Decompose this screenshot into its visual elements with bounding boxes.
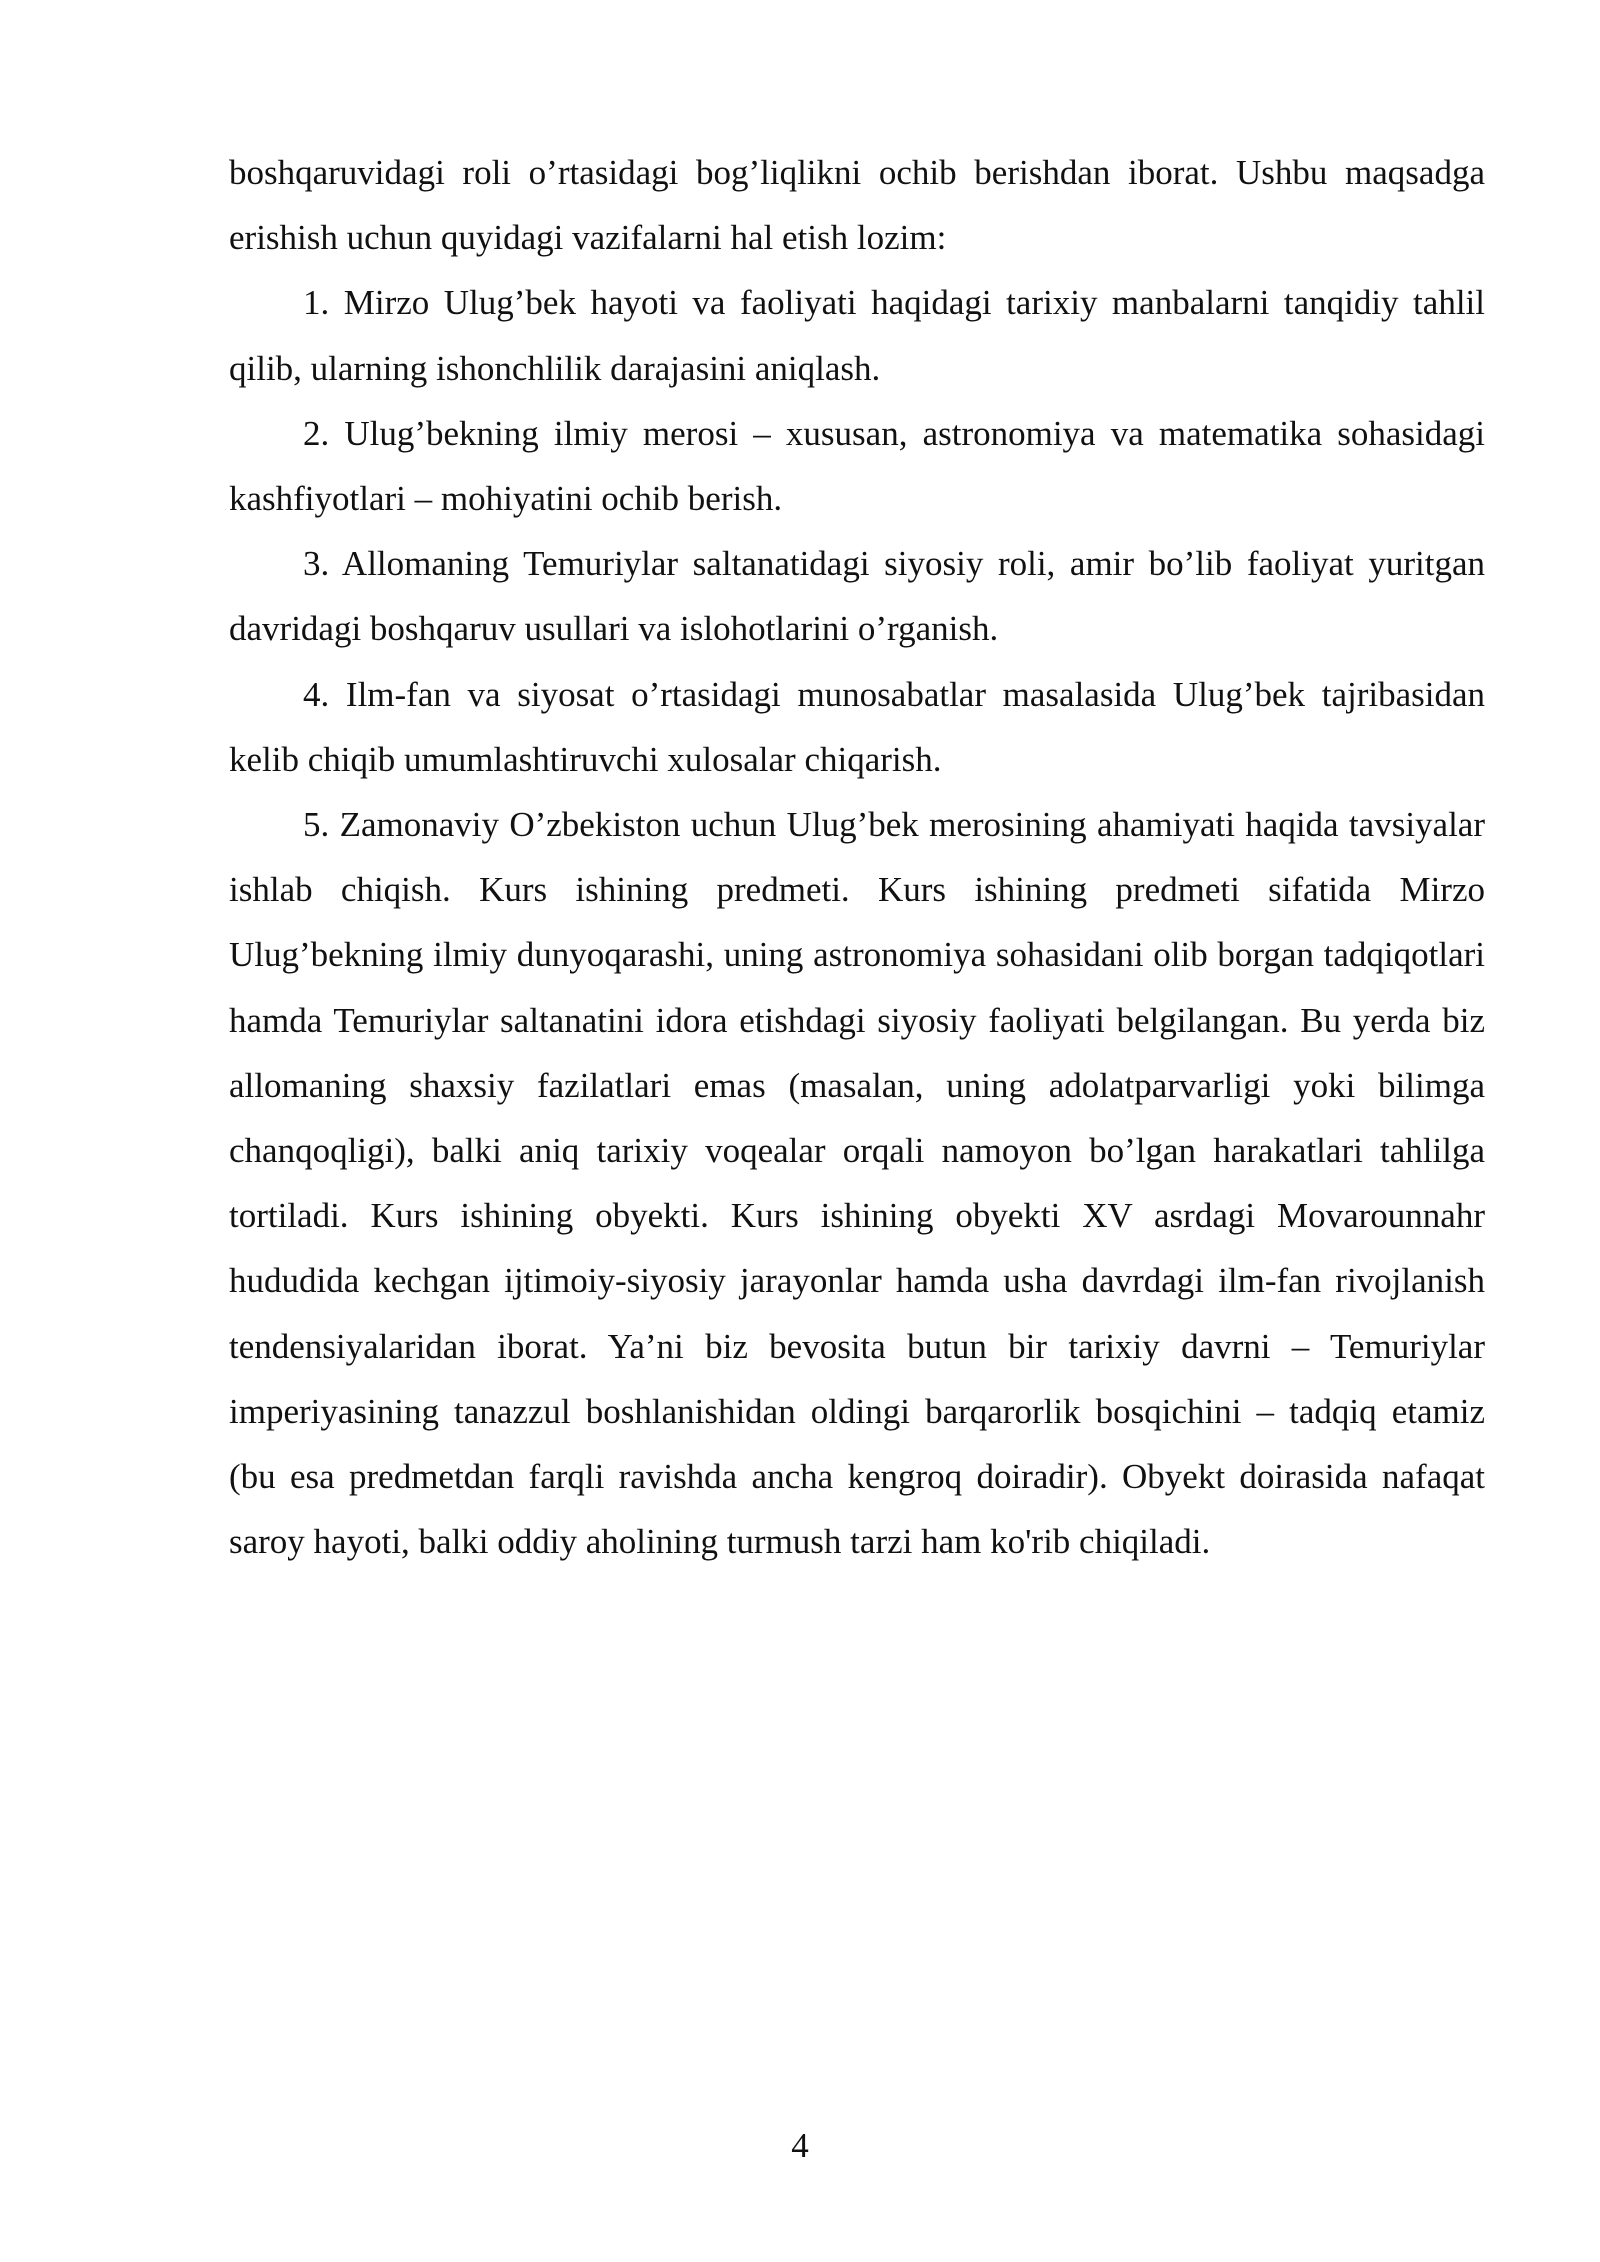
task-item-3: 3. Allomaning Temuriylar saltanatidagi siyosiy roli, amir bo’lib faoliyat yuritgan davridagi boshqaruv usullari va islohotlarini o’rganish. [229, 544, 1485, 649]
task-item-4: 4. Ilm-fan va siyosat o’rtasidagi munosabatlar masalasida Ulug’bek tajribasidan kelib chiqib umumlashtiruvchi xulosalar chiqarish. [229, 674, 1485, 779]
task-item-5: 5. Zamonaviy O’zbekiston uchun Ulug’bek merosining ahamiyati haqida tavsiyalar ishlab chiqish. Kurs ishining predmeti. Kurs ishining predmeti sifatida Mirzo Ulug’bekning ilmiy dunyoqarashi, uning astronomiya sohasidani olib borgan tadqiqotlari hamda Temuriylar saltanatini idora etishdagi siyosiy faoliyati belgilangan. Bu yerda biz allomaning shaxsiy fazilatlari emas (masalan, uning adolatparvarligi yoki bilimga chanqoqligi), balki aniq tarixiy voqealar orqali namoyon bo’lgan harakatlari tahlilga tortiladi. Kurs ishining obyekti. Kurs ishining obyekti XV asrdagi Movarounnahr hududida kechgan ijtimoiy-siyosiy jarayonlar hamda usha davrdagi ilm-fan rivojlanish tendensiyalaridan iborat. Ya’ni biz bevosita butun bir tarixiy davrni – Temuriylar imperiyasining tanazzul boshlanishidan oldingi barqarorlik bosqichini – tadqiq etamiz (bu esa predmetdan farqli ravishda ancha kengroq doiradir). Obyekt doirasida nafaqat saroy hayoti, balki oddiy aholining turmush tarzi ham ko'rib chiqiladi. [229, 805, 1485, 1562]
page-number: 4 [791, 2126, 809, 2165]
task-item-1: 1. Mirzo Ulug’bek hayoti va faoliyati haqidagi tarixiy manbalarni tanqidiy tahlil qilib, ularning ishonchlilik darajasini aniqlash. [229, 283, 1485, 388]
task-item-2: 2. Ulug’bekning ilmiy merosi – xususan, astronomiya va matematika sohasidagi kashfiyotlari – mohiyatini ochib berish. [229, 413, 1485, 519]
paragraph-continuation: boshqaruvidagi roli o’rtasidagi bog’liqlikni ochib berishdan iborat. Ushbu maqsadga erishish uchun quyidagi vazifalarni hal etish lozim: [229, 153, 1485, 258]
body-text [229, 140, 1485, 1574]
